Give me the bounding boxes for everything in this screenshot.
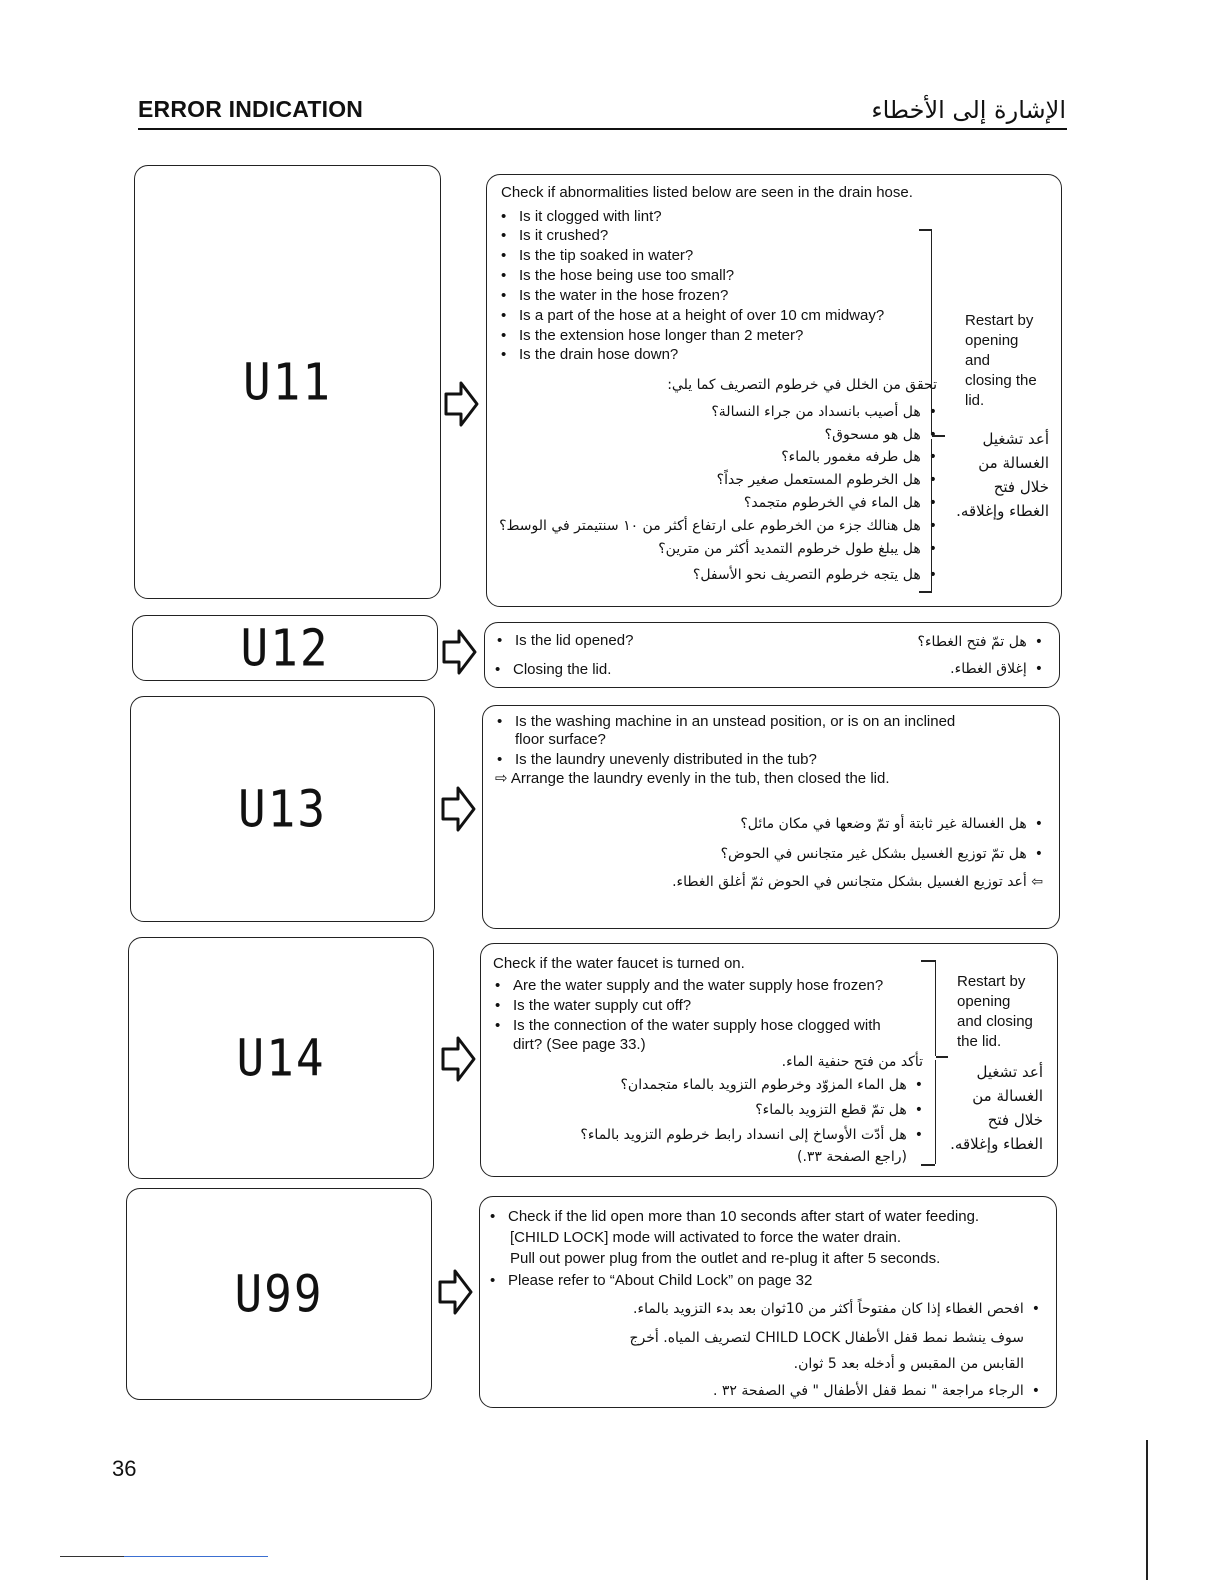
list-item: • Is a part of the hose at a height of over 10 cm midway? bbox=[519, 306, 884, 326]
list-item-continued: floor surface? bbox=[515, 731, 606, 748]
bracket-tick bbox=[919, 591, 932, 593]
header-divider bbox=[138, 128, 1067, 130]
restart-note-arabic: أعد تشغيل الغسالة من خلال فتح الغطاء وإغلاقه. bbox=[956, 430, 1049, 520]
list-item: • Is the water in the hose frozen? bbox=[519, 286, 728, 306]
bracket-tick bbox=[936, 1056, 948, 1058]
error-box-u14 bbox=[480, 943, 1058, 1177]
check-intro: Check if abnormalities listed below are seen in the drain hose. bbox=[501, 184, 913, 201]
bracket-tick bbox=[932, 435, 945, 437]
bracket-arabic bbox=[931, 439, 932, 591]
list-item-arabic: • هل الغسالة غير ثابتة أو تمّ وضعها في مكان مائل؟ bbox=[740, 814, 1043, 834]
list-item-arabic: • هل أدّت الأوساخ إلى انسداد رابط خرطوم التزويد بالماء؟ bbox=[580, 1125, 923, 1145]
restart-note-arabic: أعد تشغيل الغسالة من خلال فتح الغطاء وإغلاقه. bbox=[950, 1063, 1043, 1153]
list-item-arabic: • افحص الغطاء إذا كان مفتوحاً أكثر من 10ثوان بعد بدء التزويد بالماء. bbox=[633, 1299, 1040, 1319]
bracket-tick bbox=[919, 229, 932, 231]
list-item-continued: [CHILD LOCK] mode will activated to force the water drain. bbox=[510, 1229, 901, 1246]
list-item: • Is the laundry unevenly distributed in the tub? bbox=[515, 750, 817, 770]
list-item: • Is the drain hose down? bbox=[519, 345, 678, 365]
list-item-continued: dirt? (See page 33.) bbox=[513, 1036, 646, 1053]
action-note: ⇨ Arrange the laundry evenly in the tub, then closed the lid. bbox=[495, 770, 890, 787]
list-item: • Is the tip soaked in water? bbox=[519, 246, 693, 266]
check-intro-arabic: تحقق من الخلل في خرطوم التصريف كما يلي: bbox=[667, 377, 937, 393]
list-item-arabic-continued: سوف ينشط نمط قفل الأطفال CHILD LOCK لتصريف المياه. أخرج bbox=[629, 1330, 1024, 1346]
error-code: U99 bbox=[234, 1264, 324, 1324]
list-item-arabic: • هل يبلغ طول خرطوم التمديد أكثر من مترين؟ bbox=[658, 539, 937, 559]
error-box-u13 bbox=[482, 705, 1060, 929]
display-panel-u11 bbox=[134, 165, 441, 599]
list-item: • Is the lid opened? bbox=[515, 631, 633, 651]
list-item-arabic: • هل هنالك جزء من الخرطوم على ارتفاع أكثر من ١٠ سنتيمتر في الوسط؟ bbox=[499, 516, 937, 536]
bracket bbox=[931, 229, 932, 435]
bracket-tick bbox=[921, 1164, 935, 1166]
footer-divider-accent bbox=[124, 1556, 268, 1557]
list-item-continued: Pull out power plug from the outlet and re-plug it after 5 seconds. bbox=[510, 1250, 941, 1267]
list-item: • Is the water supply cut off? bbox=[513, 996, 691, 1016]
list-item: • Is it clogged with lint? bbox=[519, 207, 662, 227]
list-item-arabic: • هل يتجه خرطوم التصريف نحو الأسفل؟ bbox=[693, 565, 937, 585]
arrow-right-icon: ⇨ bbox=[495, 770, 511, 787]
page-title-arabic: الإشارة إلى الأخطاء bbox=[871, 96, 1066, 124]
restart-note: Restart by opening and closing the lid. bbox=[965, 312, 1037, 409]
bracket-tick bbox=[921, 960, 935, 962]
arrow-right-icon bbox=[440, 1035, 478, 1083]
arrow-right-icon bbox=[437, 1268, 475, 1316]
list-item: • Is the hose being use too small? bbox=[519, 266, 734, 286]
list-item-arabic: • هل الخرطوم المستعمل صغير جداً؟ bbox=[717, 470, 937, 490]
display-panel-u12 bbox=[132, 615, 438, 681]
list-item: • Please refer to “About Child Lock” on page 32 bbox=[508, 1271, 812, 1291]
arrow-right-icon bbox=[443, 380, 481, 428]
list-item-arabic: • هل أصيب بانسداد من جراء النسالة؟ bbox=[711, 402, 937, 422]
list-item-arabic: • هل الماء المزوّد وخرطوم التزويد بالماء متجمدان؟ bbox=[621, 1075, 924, 1095]
error-code: U14 bbox=[236, 1028, 326, 1088]
list-item-arabic: • هل تمّ فتح الغطاء؟ bbox=[918, 632, 1043, 652]
list-item-arabic: • الرجاء مراجعة " نمط قفل الأطفال " في الصفحة ٣٢ . bbox=[713, 1381, 1040, 1401]
list-item: • Is it crushed? bbox=[519, 226, 608, 246]
page-title: ERROR INDICATION bbox=[138, 96, 364, 122]
display-panel-u13 bbox=[130, 696, 435, 922]
error-box-u11 bbox=[486, 174, 1062, 607]
error-box-u99 bbox=[479, 1196, 1057, 1408]
display-panel-u14 bbox=[128, 937, 434, 1179]
error-code: U12 bbox=[240, 618, 330, 678]
check-intro: Check if the water faucet is turned on. bbox=[493, 955, 745, 972]
margin-line bbox=[1146, 1440, 1148, 1580]
list-item-arabic: • هل طرفه مغمور بالماء؟ bbox=[781, 447, 937, 467]
error-box-u12 bbox=[484, 622, 1060, 688]
page-number: 36 bbox=[112, 1456, 137, 1481]
list-item: • Is the extension hose longer than 2 meter? bbox=[519, 326, 803, 346]
error-code: U11 bbox=[242, 352, 333, 412]
restart-note: Restart by opening and closing the lid. bbox=[957, 973, 1033, 1050]
arrow-right-icon bbox=[440, 785, 478, 833]
list-item-arabic: • هل تمّ توزيع الغسيل بشكل غير متجانس في الحوض؟ bbox=[721, 844, 1043, 864]
error-code: U13 bbox=[237, 779, 328, 839]
list-item-arabic: • هل تمّ قطع التزويد بالماء؟ bbox=[755, 1100, 923, 1120]
arrow-left-icon: ⇦ bbox=[1026, 874, 1043, 890]
action-note-arabic: ⇦ أعد توزيع الغسيل بشكل متجانس في الحوض ثمّ أغلق الغطاء. bbox=[672, 874, 1043, 890]
list-item: • Closing the lid. bbox=[513, 660, 611, 680]
display-panel-u99 bbox=[126, 1188, 432, 1400]
arrow-right-icon bbox=[441, 628, 479, 676]
list-item-arabic-continued: (راجع الصفحة ٣٣.) bbox=[796, 1149, 907, 1165]
list-item: • Is the washing machine in an unstead position, or is on an inclined bbox=[515, 712, 955, 732]
bracket bbox=[935, 960, 936, 1056]
list-item: • Is the connection of the water supply hose clogged with bbox=[513, 1016, 881, 1036]
list-item: • Check if the lid open more than 10 seconds after start of water feeding. bbox=[508, 1207, 979, 1227]
list-item-arabic: • هل الماء في الخرطوم متجمد؟ bbox=[744, 493, 937, 513]
check-intro-arabic: تأكد من فتح حنفية الماء. bbox=[781, 1054, 923, 1070]
list-item-arabic-continued: القابس من المقبس و أدخله بعد 5 ثوان. bbox=[793, 1356, 1024, 1372]
list-item-arabic: • إغلاق الغطاء. bbox=[950, 659, 1043, 679]
bracket-arabic bbox=[935, 1060, 936, 1164]
list-item-arabic: • هل هو مسحوق؟ bbox=[825, 425, 937, 445]
list-item: • Are the water supply and the water supply hose frozen? bbox=[513, 976, 883, 996]
